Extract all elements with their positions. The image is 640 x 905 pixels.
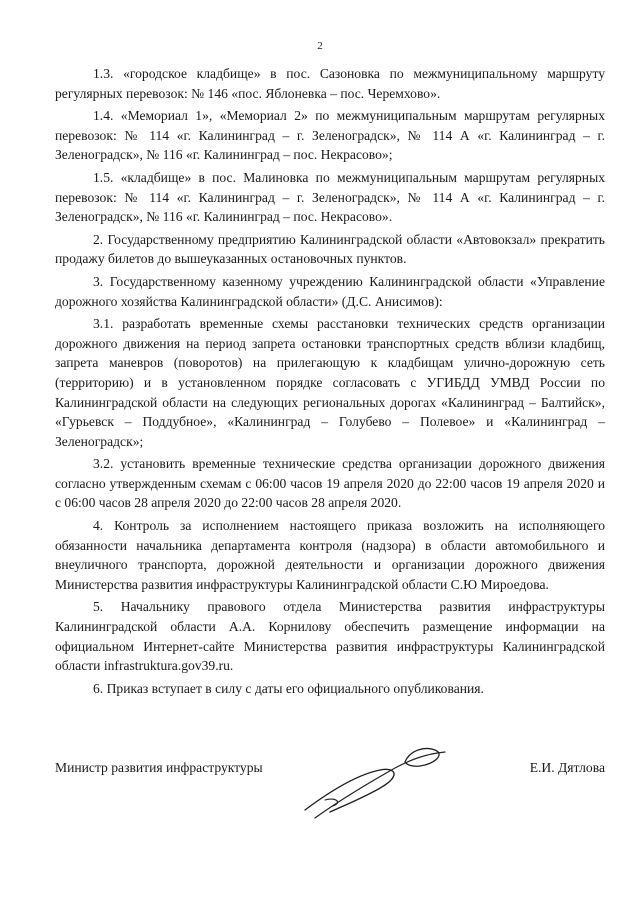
paragraph-1-4: 1.4. «Мемориал 1», «Мемориал 2» по межмуниципальным маршрутам регулярных перевозок: № 114 «г. Калининград – г. Зеленоградск», № 114 А «г. Калининград – г. Зеленоградск», № 116 «г. Калининград – пос. Некрасово»;: [55, 108, 605, 163]
paragraph-5: 5. Начальнику правового отдела Министерства развития инфраструктуры Калининградской области А.А. Корнилову обеспечить размещение информации на официальном Интернет-сайте Министерства развития инфраструктуры Калининградской области infrastruktura.gov39.ru.: [55, 599, 605, 674]
paragraph-2: 2. Государственному предприятию Калининградской области «Автовокзал» прекратить продажу билетов до вышеуказанных остановочных пунктов.: [55, 231, 605, 267]
signatory-title: Министр развития инфраструктуры: [55, 760, 263, 775]
paragraph-1-3: 1.3. «городское кладбище» в пос. Сазоновка по межмуниципальному маршруту регулярных перевозок: № 146 «пос. Яблоневка – пос. Черемхово».: [55, 66, 605, 101]
handwritten-signature: [285, 740, 465, 830]
document-body: [55, 64, 605, 701]
paragraph-3-2: 3.2. установить временные технические средства организации дорожного движения согласно утвержденным схемам с 06:00 часов 19 апреля 2020 до 22:00 часов 19 апреля 2020 и с 06:00 часов 28 апреля 2020 до 22:00 часов 28 апреля 2020.: [55, 456, 605, 511]
paragraph-1-5: 1.5. «кладбище» в пос. Малиновка по межмуниципальным маршрутам регулярных перевозок: № 114 «г. Калининград – г. Зеленоградск», № 114 А «г. Калининград – г. Зеленоградск», № 116 «г. Калининград – пос. Некрасово».: [55, 169, 605, 225]
paragraph-3: 3. Государственному казенному учреждению Калининградской области «Управление дорожного хозяйства Калининградской области» (Д.С. Анисимов):: [55, 273, 605, 309]
paragraph-6: 6. Приказ вступает в силу с даты его официального опубликования.: [93, 680, 484, 696]
paragraph-3-1: 3.1. разработать временные схемы расстановки технических средств организации дорожного движения на период запрета остановки транспортных средств вблизи кладбищ, запрета маневров (поворотов) на прилегающую к кладбищам улично-дорожную сеть (территорию) и в установленном порядке согласовать с УГИБДД УМВД России по Калининградской области на следующих региональных дорогах «Калининград – Балтийск», «Гурьевск – Поддубное», «Калининград – Голубево – Полевое» и «Калининград – Зеленоградск»;: [55, 316, 605, 449]
page-number: 2: [317, 40, 323, 52]
signature-block: [55, 760, 605, 782]
paragraph-4: 4. Контроль за исполнением настоящего приказа возложить на исполняющего обязанности начальника департамента контроля (надзора) в области автомобильного и внеуличного транспорта, дорожной деятельности и организации дорожного движения Министерства развития инфраструктуры Калининградской области С.Ю Мироедова.: [55, 518, 605, 592]
signatory-name: Е.И. Дятлова: [529, 760, 605, 775]
